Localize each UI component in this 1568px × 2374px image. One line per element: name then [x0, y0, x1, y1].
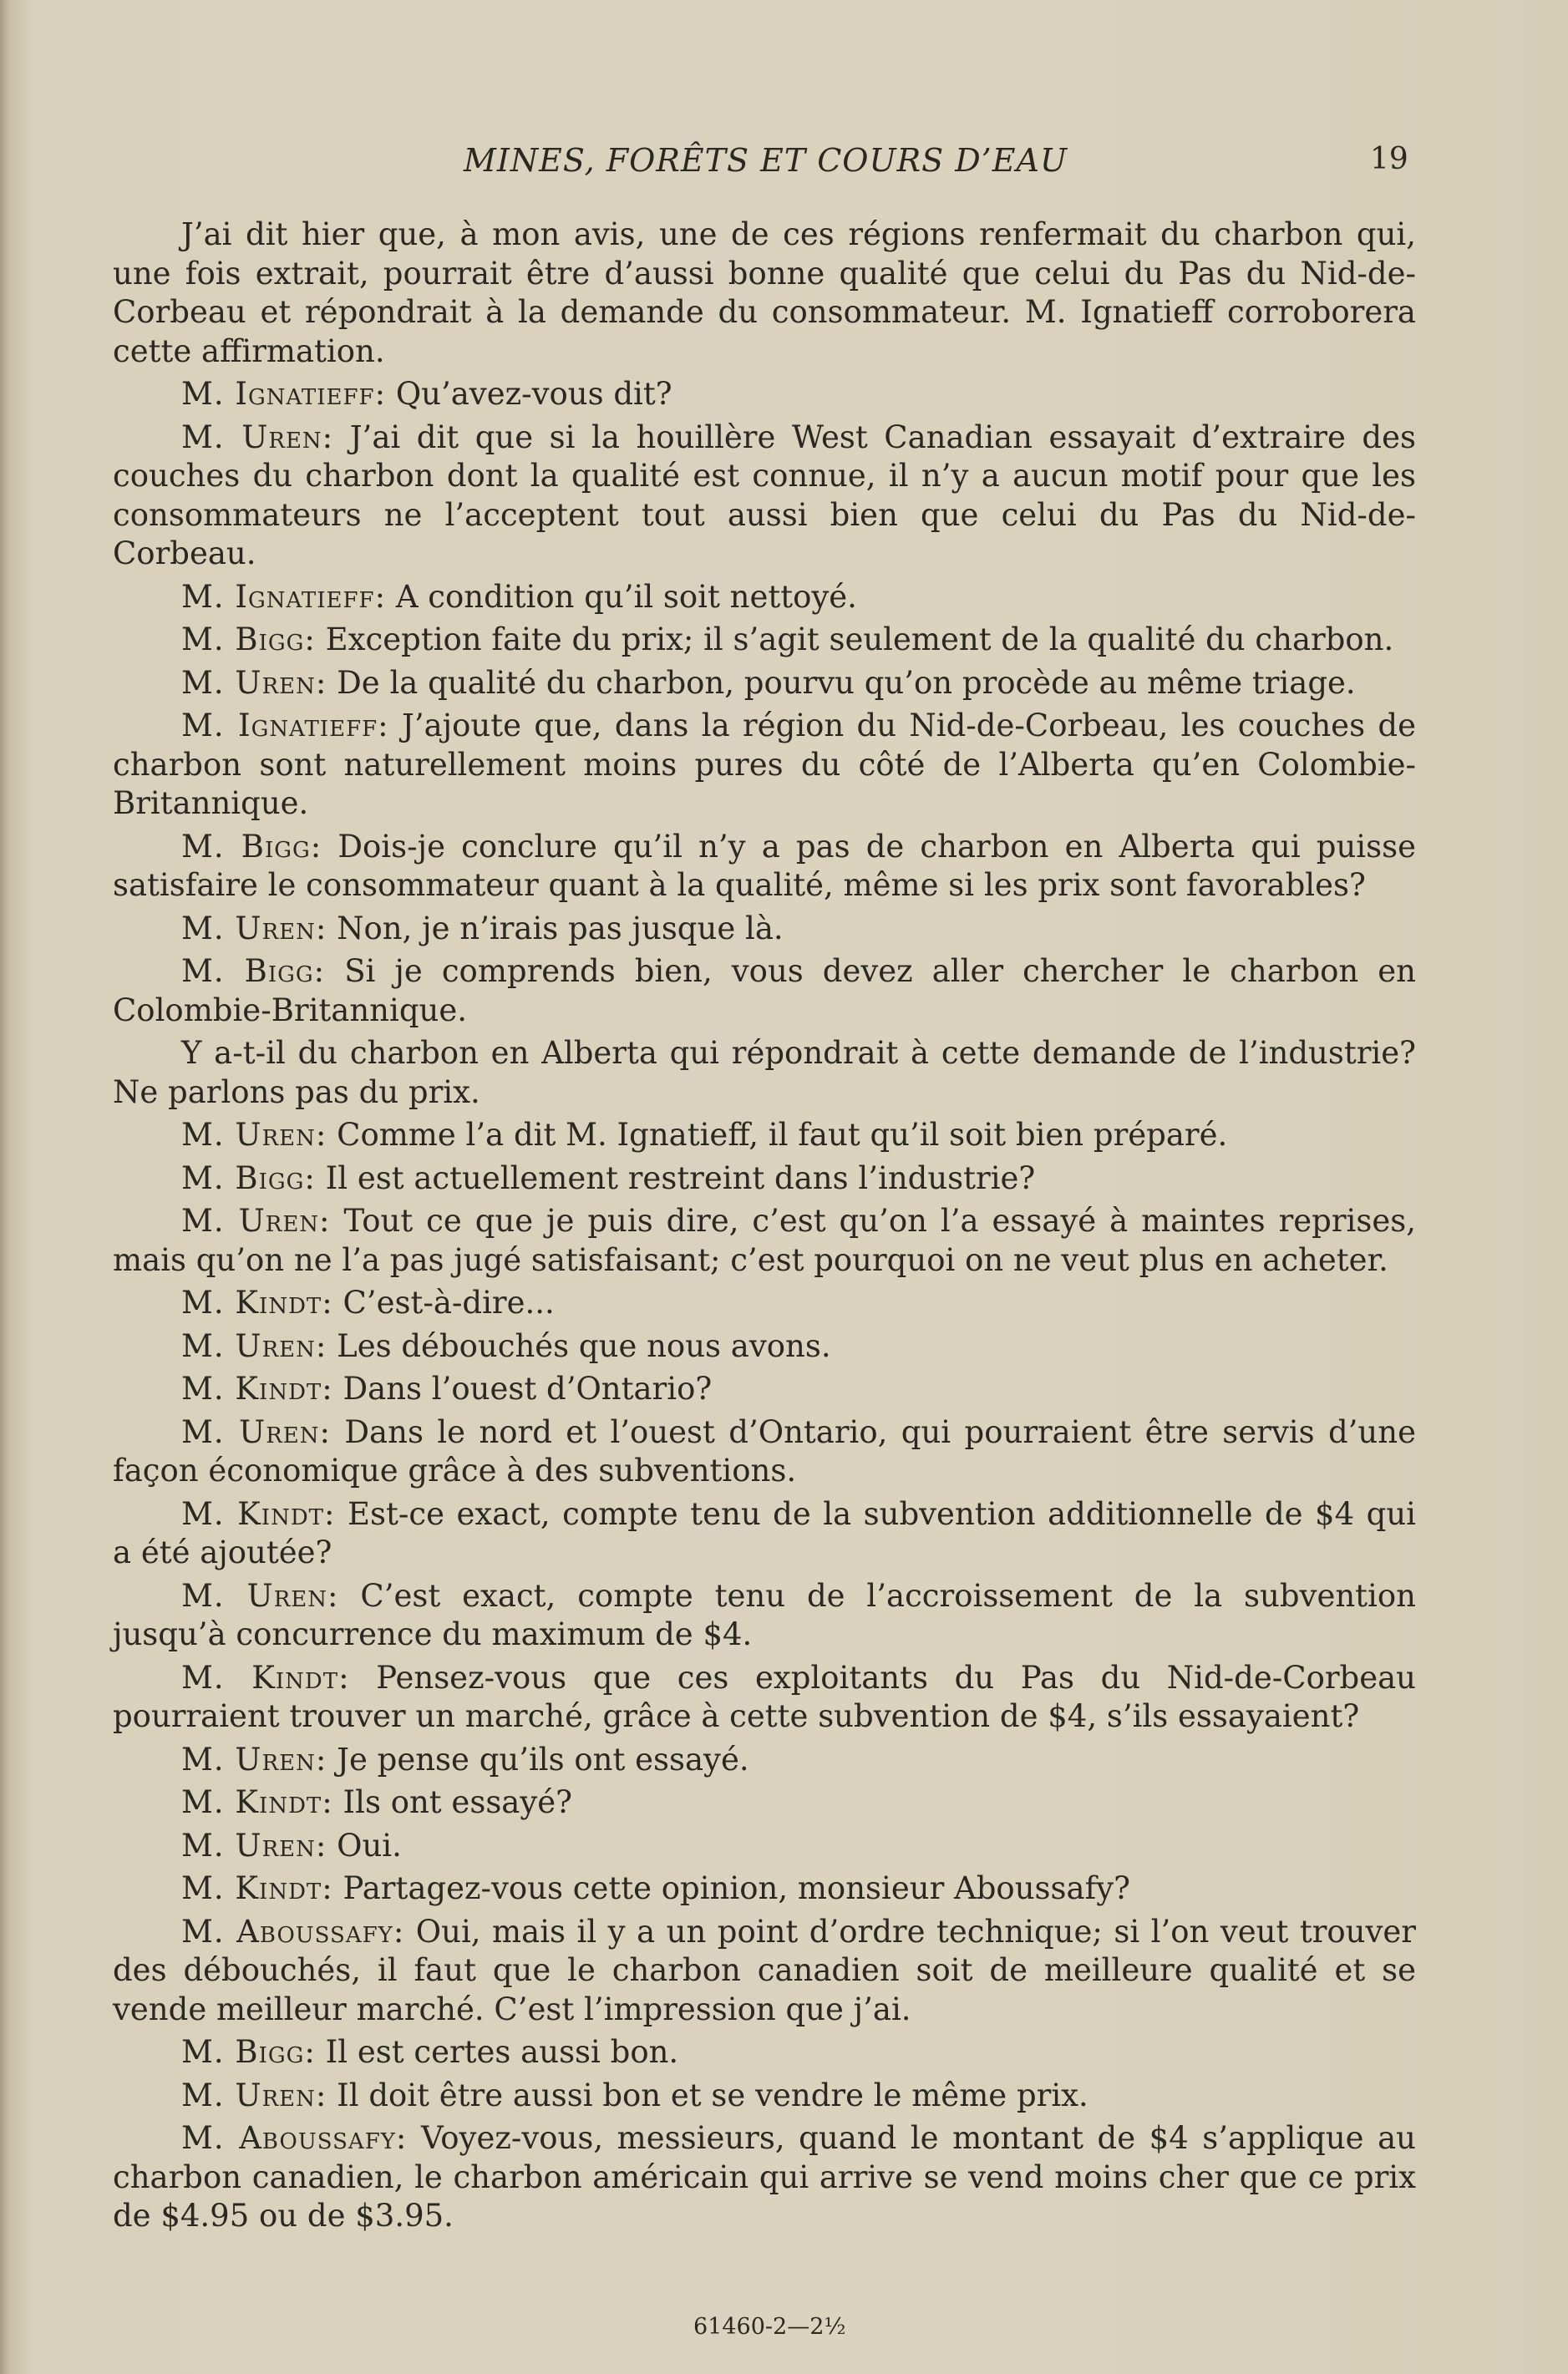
- paragraph: [113, 1827, 1416, 1866]
- paragraph: [113, 1741, 1416, 1780]
- paragraph-text: De la qualité du charbon, pourvu qu’on procède au même triage.: [337, 664, 1356, 701]
- paragraph-text: Pensez-vous que ces exploitants du Pas du Nid-de-Corbeau pourraient trouver un marché, grâce à cette subvention de $4, s’ils essayaient?: [113, 1659, 1417, 1734]
- paragraph: [113, 952, 1416, 1030]
- speaker-name: M. Uren:: [181, 1327, 327, 1364]
- speaker-name: M. Uren:: [181, 1117, 327, 1153]
- page-header: [0, 142, 1568, 184]
- paragraph: [113, 707, 1416, 824]
- paragraph-text: Est-ce exact, compte tenu de la subvention additionnelle de $4 qui a été ajoutée?: [113, 1495, 1417, 1570]
- paragraph-text: Si je comprends bien, vous devez aller chercher le charbon en Colombie-Britannique.: [113, 953, 1416, 1028]
- paragraph-text: Il est certes aussi bon.: [325, 2034, 679, 2070]
- paragraph: [113, 1413, 1416, 1491]
- paragraph-text: Il est actuellement restreint dans l’industrie?: [325, 1159, 1036, 1196]
- speaker-name: M. Uren:: [181, 1203, 331, 1239]
- paragraph: [113, 1659, 1416, 1737]
- paragraph: [113, 1034, 1416, 1112]
- paragraph-text: Oui, mais il y a un point d’ordre technique; si l’on veut trouver des débouchés, il faut que le charbon canadien soit de meilleure qualité et se vende meilleur marché. C’est l’impression que j’ai.: [113, 1913, 1416, 2027]
- speaker-name: M. Bigg:: [181, 828, 322, 865]
- speaker-name: M. Uren:: [181, 910, 327, 946]
- paragraph: [113, 1202, 1416, 1280]
- speaker-name: M. Ignatieff:: [181, 578, 387, 615]
- paragraph: [113, 2077, 1416, 2116]
- paragraph: [113, 2119, 1416, 2236]
- paragraph-text: Voyez-vous, messieurs, quand le montant de $4 s’applique au charbon canadien, le charbon américain qui arrive se vend moins cher que ce prix de $4.95 ou de $3.95.: [113, 2120, 1417, 2234]
- paragraph-text: Comme l’a dit M. Ignatieff, il faut qu’il soit bien préparé.: [337, 1117, 1228, 1153]
- speaker-name: M. Kindt:: [181, 1495, 336, 1532]
- paragraph: [113, 1783, 1416, 1823]
- paragraph: [113, 1577, 1416, 1655]
- speaker-name: M. Aboussafy:: [181, 1913, 405, 1950]
- paragraph: [113, 1869, 1416, 1909]
- paragraph: [113, 2033, 1416, 2072]
- paragraph: [113, 1913, 1416, 2030]
- paragraph-text: J’ai dit hier que, à mon avis, une de ces régions renfermait du charbon qui, une fois extrait, pourrait être d’aussi bonne qualité que celui du Pas du Nid-de-Corbeau et répondrait à la demande du consommateur. M. Ignatieff corroborera cette affirmation.: [113, 216, 1416, 369]
- speaker-name: M. Kindt:: [181, 1285, 333, 1321]
- paragraph: [113, 418, 1416, 574]
- paragraph-text: A condition qu’il soit nettoyé.: [395, 578, 857, 615]
- speaker-name: M. Bigg:: [181, 621, 316, 657]
- speaker-name: M. Uren:: [181, 418, 334, 455]
- paragraph-text: C’est exact, compte tenu de l’accroissement de la subvention jusqu’à concurrence du maximum de $4.: [113, 1577, 1416, 1652]
- paragraph: [113, 1116, 1416, 1155]
- paragraph-text: C’est-à-dire...: [343, 1285, 555, 1321]
- paragraph-text: Qu’avez-vous dit?: [395, 376, 672, 412]
- paragraph: [113, 1370, 1416, 1409]
- paragraph: [113, 828, 1416, 905]
- printer-signature: 61460-2—2½: [693, 2314, 846, 2340]
- speaker-name: M. Aboussafy:: [181, 2120, 408, 2156]
- speaker-name: M. Ignatieff:: [181, 708, 389, 743]
- paragraph-text: Exception faite du prix; il s’agit seulement de la qualité du charbon.: [325, 621, 1394, 657]
- running-title: MINES, FORÊTS ET COURS D’EAU: [464, 142, 1068, 179]
- paragraph-text: Ils ont essayé?: [343, 1784, 573, 1820]
- paragraph: [113, 375, 1416, 414]
- paragraph-text: Les débouchés que nous avons.: [337, 1327, 831, 1364]
- speaker-name: M. Bigg:: [181, 1159, 316, 1196]
- speaker-name: M. Kindt:: [181, 1371, 333, 1407]
- paragraph: [113, 1327, 1416, 1367]
- paragraph-text: Tout ce que je puis dire, c’est qu’on l’a essayé à maintes reprises, mais qu’on ne l’a pas jugé satisfaisant; c’est pourquoi on ne veut plus en acheter.: [113, 1203, 1416, 1278]
- speaker-name: M. Kindt:: [181, 1870, 333, 1906]
- paragraph: [113, 216, 1416, 371]
- speaker-name: M. Uren:: [181, 1827, 327, 1864]
- paragraph-text: Partagez-vous cette opinion, monsieur Aboussafy?: [343, 1870, 1131, 1906]
- paragraph-text: Je pense qu’ils ont essayé.: [337, 1741, 749, 1778]
- paragraph: [113, 1495, 1416, 1573]
- paragraph: [113, 1159, 1416, 1199]
- paragraph-text: Non, je n’irais pas jusque là.: [337, 910, 784, 946]
- speaker-name: M. Bigg:: [181, 953, 326, 989]
- page-number: 19: [1370, 142, 1408, 176]
- paragraph-text: Dois-je conclure qu’il n’y a pas de charbon en Alberta qui puisse satisfaire le consommateur quant à la qualité, même si les prix sont favorables?: [113, 828, 1417, 903]
- paragraph-text: J’ajoute que, dans la région du Nid-de-Corbeau, les couches de charbon sont naturellement moins pures du côté de l’Alberta qu’en Colombie-Britannique.: [113, 708, 1416, 821]
- speaker-name: M. Uren:: [181, 1413, 331, 1450]
- speaker-name: M. Uren:: [181, 2077, 327, 2113]
- paragraph-text: Dans l’ouest d’Ontario?: [343, 1371, 713, 1407]
- body-text: [113, 216, 1416, 2240]
- paragraph: [113, 664, 1416, 703]
- speaker-name: M. Uren:: [181, 1741, 327, 1778]
- paragraph: [113, 1284, 1416, 1323]
- paragraph-text: J’ai dit que si la houillère West Canadian essayait d’extraire des couches du charbon dont la qualité est connue, il n’y a aucun motif pour que les consommateurs ne l’acceptent tout aussi bien que celui du Pas du Nid-de-Corbeau.: [113, 418, 1416, 571]
- paragraph-text: Dans le nord et l’ouest d’Ontario, qui pourraient être servis d’une façon économique grâce à des subventions.: [113, 1413, 1416, 1489]
- speaker-name: M. Bigg:: [181, 2034, 316, 2070]
- paragraph-text: Oui.: [337, 1827, 402, 1864]
- paragraph-text: Il doit être aussi bon et se vendre le même prix.: [337, 2077, 1088, 2113]
- speaker-name: M. Kindt:: [181, 1659, 350, 1696]
- paragraph-text: Y a-t-il du charbon en Alberta qui répondrait à cette demande de l’industrie? Ne parlons pas du prix.: [113, 1035, 1416, 1110]
- paragraph: [113, 910, 1416, 949]
- speaker-name: M. Uren:: [181, 664, 327, 701]
- speaker-name: M. Kindt:: [181, 1784, 333, 1820]
- speaker-name: M. Uren:: [181, 1577, 339, 1614]
- paragraph: [113, 621, 1416, 660]
- paragraph: [113, 578, 1416, 617]
- speaker-name: M. Ignatieff:: [181, 376, 387, 412]
